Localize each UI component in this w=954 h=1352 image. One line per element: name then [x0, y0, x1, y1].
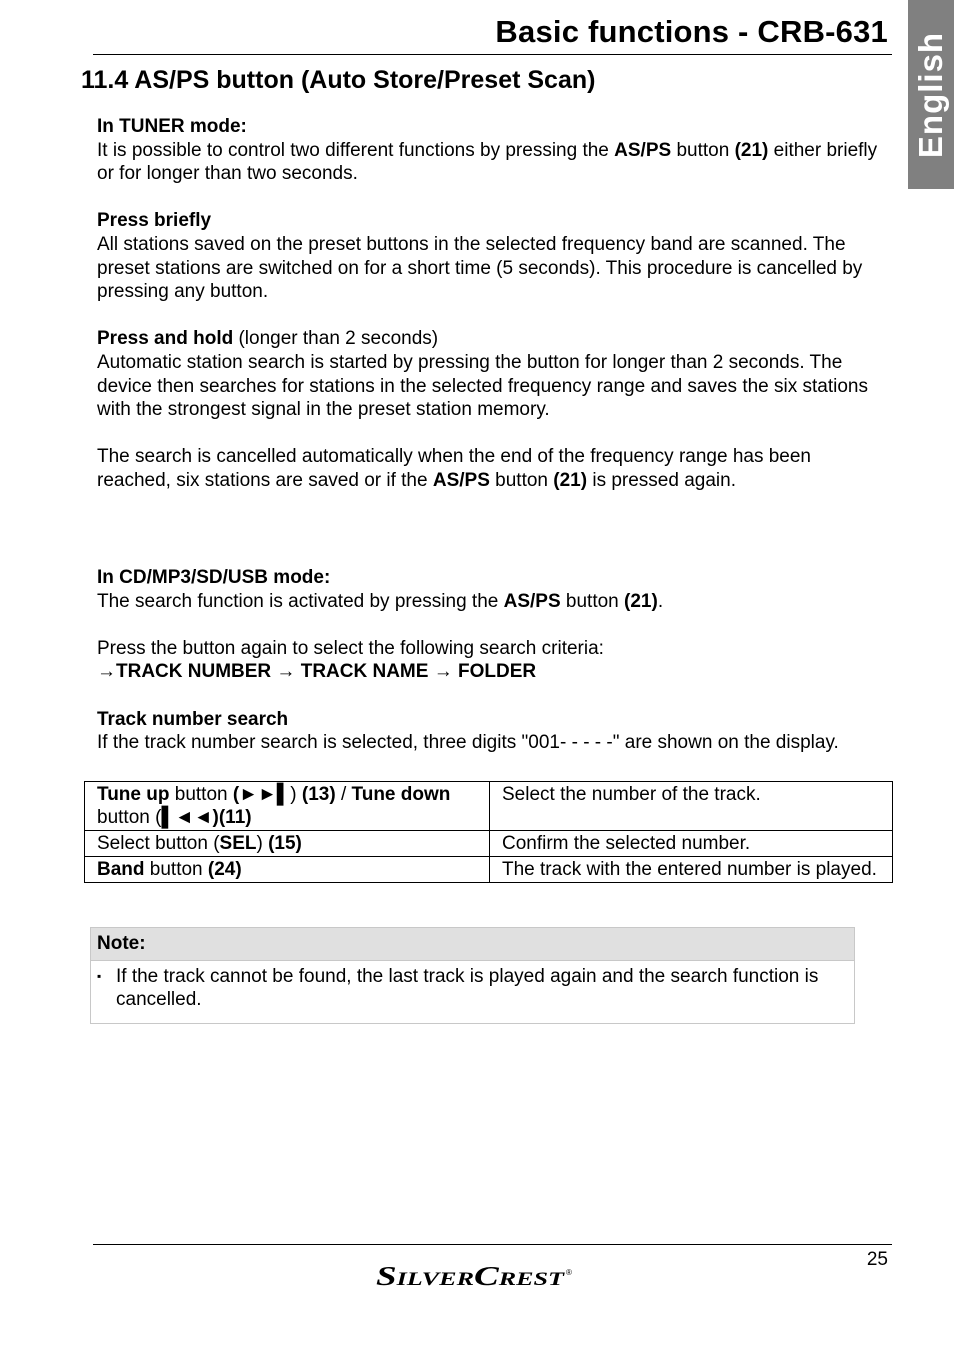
press-hold-text: Automatic station search is started by pressing the button for longer than 2 seconds. The device then searches for stations in the selected frequency range and saves the six stations with the strongest signal in the preset station memory.: [97, 351, 869, 421]
press-hold-heading-line: Press and hold (longer than 2 seconds): [97, 328, 439, 350]
table-cell-control: Band button (24): [85, 857, 490, 883]
cd-activation-text: The search function is activated by pressing the AS/PS button (21).: [97, 590, 664, 612]
tuner-intro: It is possible to control two different functions by pressing the AS/PS button (21) either briefly or for longer than two seconds.: [97, 139, 878, 185]
svg-text:SilverCrest: SilverCrest: [376, 1261, 566, 1291]
track-search-text: If the track number search is selected, three digits "001- - - - -" are shown on the display.: [97, 732, 839, 754]
silvercrest-logo: [376, 1259, 576, 1293]
press-briefly-heading: Press briefly: [97, 210, 212, 232]
criteria-sequence: →TRACK NUMBER → TRACK NAME → FOLDER: [97, 661, 537, 683]
tuner-mode-heading: In TUNER mode:: [97, 116, 247, 137]
table-cell-control: Select button (SEL) (15): [85, 831, 490, 857]
section-title: 11.4 AS/PS button (Auto Store/Preset Scan): [81, 66, 596, 94]
table-row: [85, 857, 893, 883]
note-box: [90, 927, 855, 1024]
table-cell-control: Tune up button (►►▌) (13) / Tune down button (▌◄◄)(11): [85, 782, 490, 831]
table-row: [85, 782, 893, 831]
press-briefly-text: All stations saved on the preset buttons in the selected frequency band are scanned. The preset stations are switched on for a short time (5 seconds). This procedure is cancelled by pressing any button.: [97, 233, 863, 303]
language-side-tab: [908, 0, 954, 189]
cd-mode-heading: In CD/MP3/SD/USB mode:: [97, 567, 331, 589]
language-tab-label: English: [912, 31, 949, 158]
page-header-title: Basic functions - CRB-631: [495, 14, 888, 49]
note-text: If the track cannot be found, the last track is played again and the search function is cancelled.: [116, 966, 819, 1010]
main-content: [97, 115, 887, 755]
table-cell-function: Confirm the selected number.: [490, 831, 893, 857]
bullet-icon: ▪: [97, 969, 102, 983]
note-heading: Note:: [91, 928, 854, 961]
footer-divider: [93, 1244, 892, 1245]
button-function-table: [84, 781, 893, 883]
header-divider: [93, 54, 892, 55]
table-cell-function: The track with the entered number is played.: [490, 857, 893, 883]
track-search-heading: Track number search: [97, 708, 289, 730]
criteria-intro: Press the button again to select the following search criteria:: [97, 637, 604, 659]
note-item: [91, 961, 854, 1023]
svg-text:®: ®: [566, 1268, 572, 1277]
table-row: [85, 831, 893, 857]
search-cancel-text: The search is cancelled automatically when the end of the frequency range has been reached, six stations are saved or if the AS/PS button (21) is pressed again.: [97, 446, 812, 491]
table-cell-function: Select the number of the track.: [490, 782, 893, 831]
page-number: 25: [866, 1249, 888, 1270]
